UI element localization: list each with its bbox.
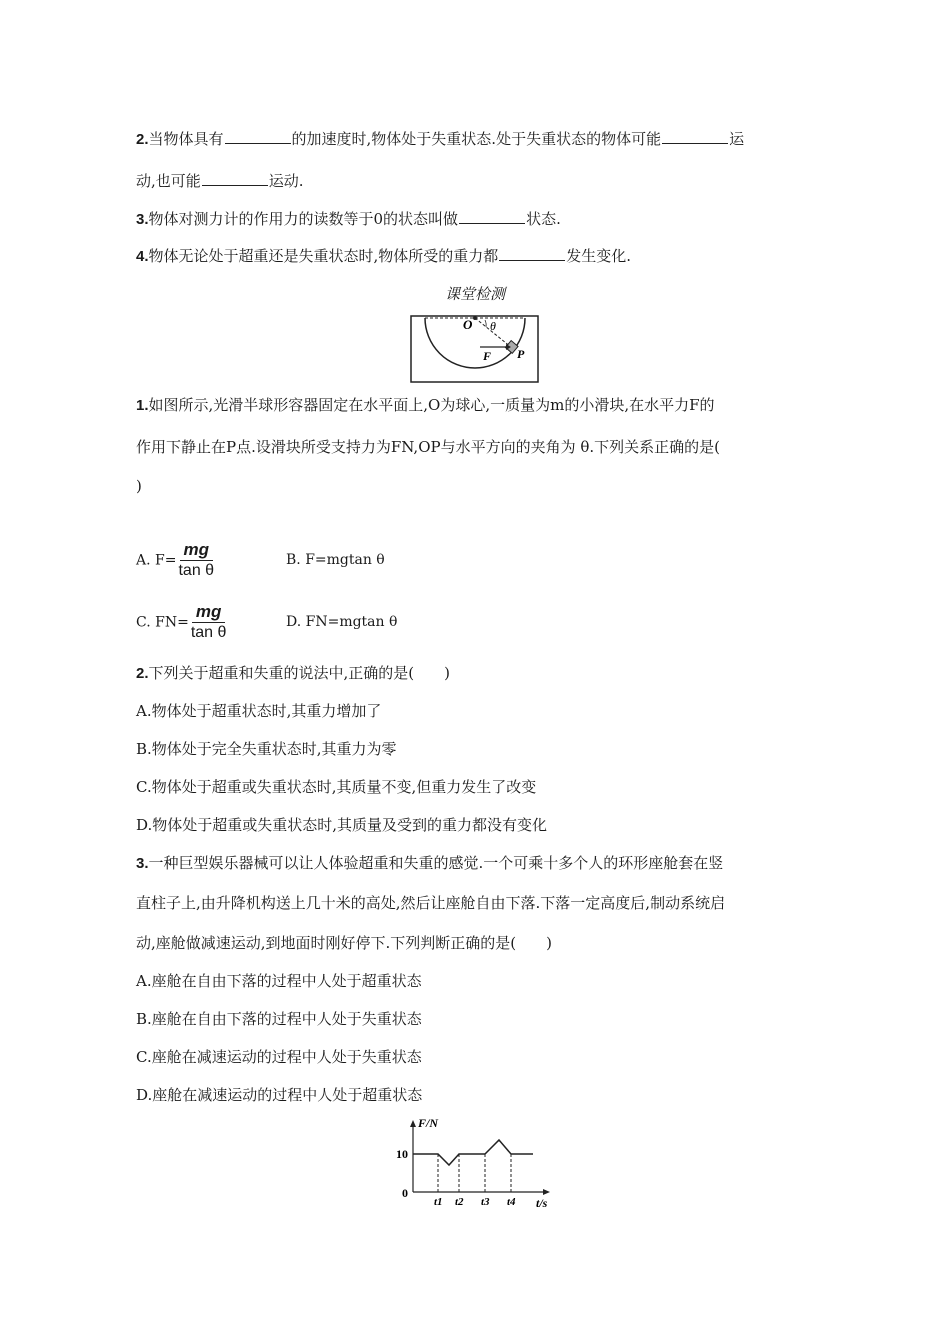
svg-text:t/s: t/s — [536, 1196, 548, 1210]
q1-line3: ) — [136, 477, 142, 495]
svg-text:θ: θ — [490, 319, 496, 333]
q3-line3: 动,座舱做减速运动,到地面时刚好停下.下列判断正确的是( ) — [136, 934, 553, 952]
intro-q4: 4.物体无论处于超重还是失重状态时,物体所受的重力都 发生变化. — [136, 247, 632, 265]
force-curve — [413, 1140, 533, 1165]
q2-option-d: D.物体处于超重或失重状态时,其质量及受到的重力都没有变化 — [136, 816, 548, 834]
svg-text:P: P — [517, 347, 525, 361]
q3-line1: 3.一种巨型娱乐器械可以让人体验超重和失重的感觉.一个可乘十多个人的环形座舱套在竖 — [136, 854, 724, 872]
q3-option-b: B.座舱在自由下落的过程中人处于失重状态 — [136, 1010, 422, 1028]
section-title: 课堂检测 — [444, 285, 505, 303]
intro-q3: 3.物体对测力计的作用力的读数等于0的状态叫做 状态. — [136, 210, 561, 228]
svg-text:0: 0 — [402, 1186, 408, 1200]
svg-text:t4: t4 — [507, 1196, 516, 1208]
answer-blank — [202, 170, 268, 186]
q2-stem: 2.下列关于超重和失重的说法中,正确的是( ) — [136, 664, 450, 682]
answer-blank — [459, 208, 525, 224]
svg-text:t3: t3 — [481, 1196, 490, 1208]
svg-text:F/N: F/N — [418, 1117, 439, 1130]
svg-text:t1: t1 — [434, 1196, 443, 1208]
q3-option-d: D.座舱在减速运动的过程中人处于超重状态 — [136, 1086, 423, 1104]
center-o — [473, 316, 477, 320]
q2-option-b: B.物体处于完全失重状态时,其重力为零 — [136, 740, 397, 758]
q1-line2: 作用下静止在P点.设滑块所受支持力为FN,OP与水平方向的夹角为 θ.下列关系正确的是( — [136, 438, 721, 456]
intro-q2-line2: 动,也可能 运动. — [136, 172, 304, 190]
hemisphere-figure — [410, 314, 540, 384]
svg-text:F: F — [483, 349, 492, 363]
q1-line1: 1.如图所示,光滑半球形容器固定在水平面上,O为球心,一质量为m的小滑块,在水平力F的 — [136, 396, 715, 414]
q3-line2: 直柱子上,由升降机构送上几十米的高处,然后让座舱自由下落.下落一定高度后,制动系统启 — [136, 894, 726, 912]
q3-option-a: A.座舱在自由下落的过程中人处于超重状态 — [136, 972, 422, 990]
answer-blank — [499, 245, 565, 261]
q1-option-a: A. F= $\frac{mg}{\text{tan θ}}$ — [136, 540, 215, 579]
q2-option-a: A.物体处于超重状态时,其重力增加了 — [136, 702, 382, 720]
q1-option-c: C. FN= $\frac{mg}{\text{tan θ}}$ — [136, 602, 227, 641]
svg-text:O: O — [463, 317, 473, 332]
force-time-graph — [393, 1117, 563, 1212]
svg-text:10: 10 — [396, 1147, 408, 1161]
intro-q2-line1: 2.当物体具有 的加速度时,物体处于失重状态.处于失重状态的物体可能 运 — [136, 130, 745, 148]
answer-blank — [662, 128, 728, 144]
q3-option-c: C.座舱在减速运动的过程中人处于失重状态 — [136, 1048, 422, 1066]
svg-text:t2: t2 — [455, 1196, 464, 1208]
answer-blank — [225, 128, 291, 144]
q1-option-b: B. F=mgtan θ — [286, 552, 385, 568]
q1-option-d: D. FN=mgtan θ — [286, 614, 398, 630]
q2-option-c: C.物体处于超重或失重状态时,其质量不变,但重力发生了改变 — [136, 778, 537, 796]
